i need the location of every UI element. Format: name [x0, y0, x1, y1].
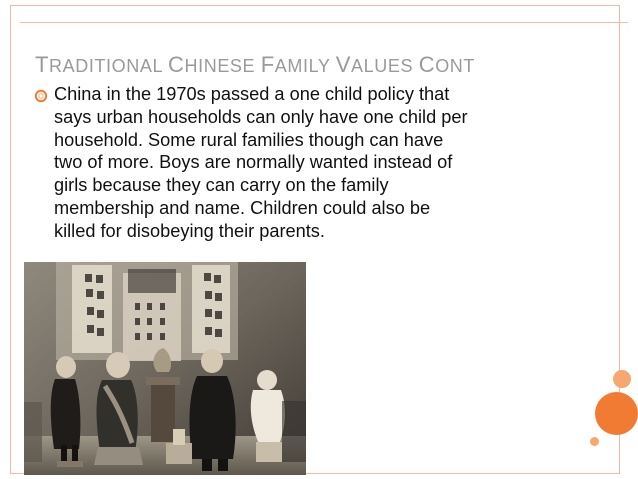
body-line-3: household. Some rural families though can have: [54, 129, 444, 150]
orange-corner-circle: [595, 392, 638, 435]
small-orange-corner-circle: [590, 437, 599, 446]
title-word-cont: CONT: [418, 52, 475, 77]
body-line-1: China in the 1970s passed a one child policy that: [54, 84, 450, 104]
ring-bullet-icon: [34, 89, 48, 103]
body-line-4: two of more. Boys are normally wanted instead of: [54, 152, 453, 173]
top-divider: [20, 22, 628, 23]
body-line-2: says urban households can only have one child per: [54, 106, 468, 127]
bullet-text: [54, 83, 554, 243]
slide-title: [35, 52, 475, 78]
title-word-chinese: CHINESE: [168, 52, 256, 77]
body-line-6: membership and name. Children could also be: [54, 197, 431, 218]
title-word-values: VALUES: [335, 52, 414, 77]
body-line-7: killed for disobeying their parents.: [54, 220, 325, 241]
title-word-family: FAMILY: [260, 52, 331, 77]
light-orange-corner-circle: [613, 370, 631, 388]
title-word-traditional: TRADITIONAL: [35, 52, 163, 77]
body-line-5: girls because they can carry on the family: [54, 175, 389, 196]
family-photo: [24, 262, 306, 475]
family-photo-illustration: [24, 262, 306, 475]
